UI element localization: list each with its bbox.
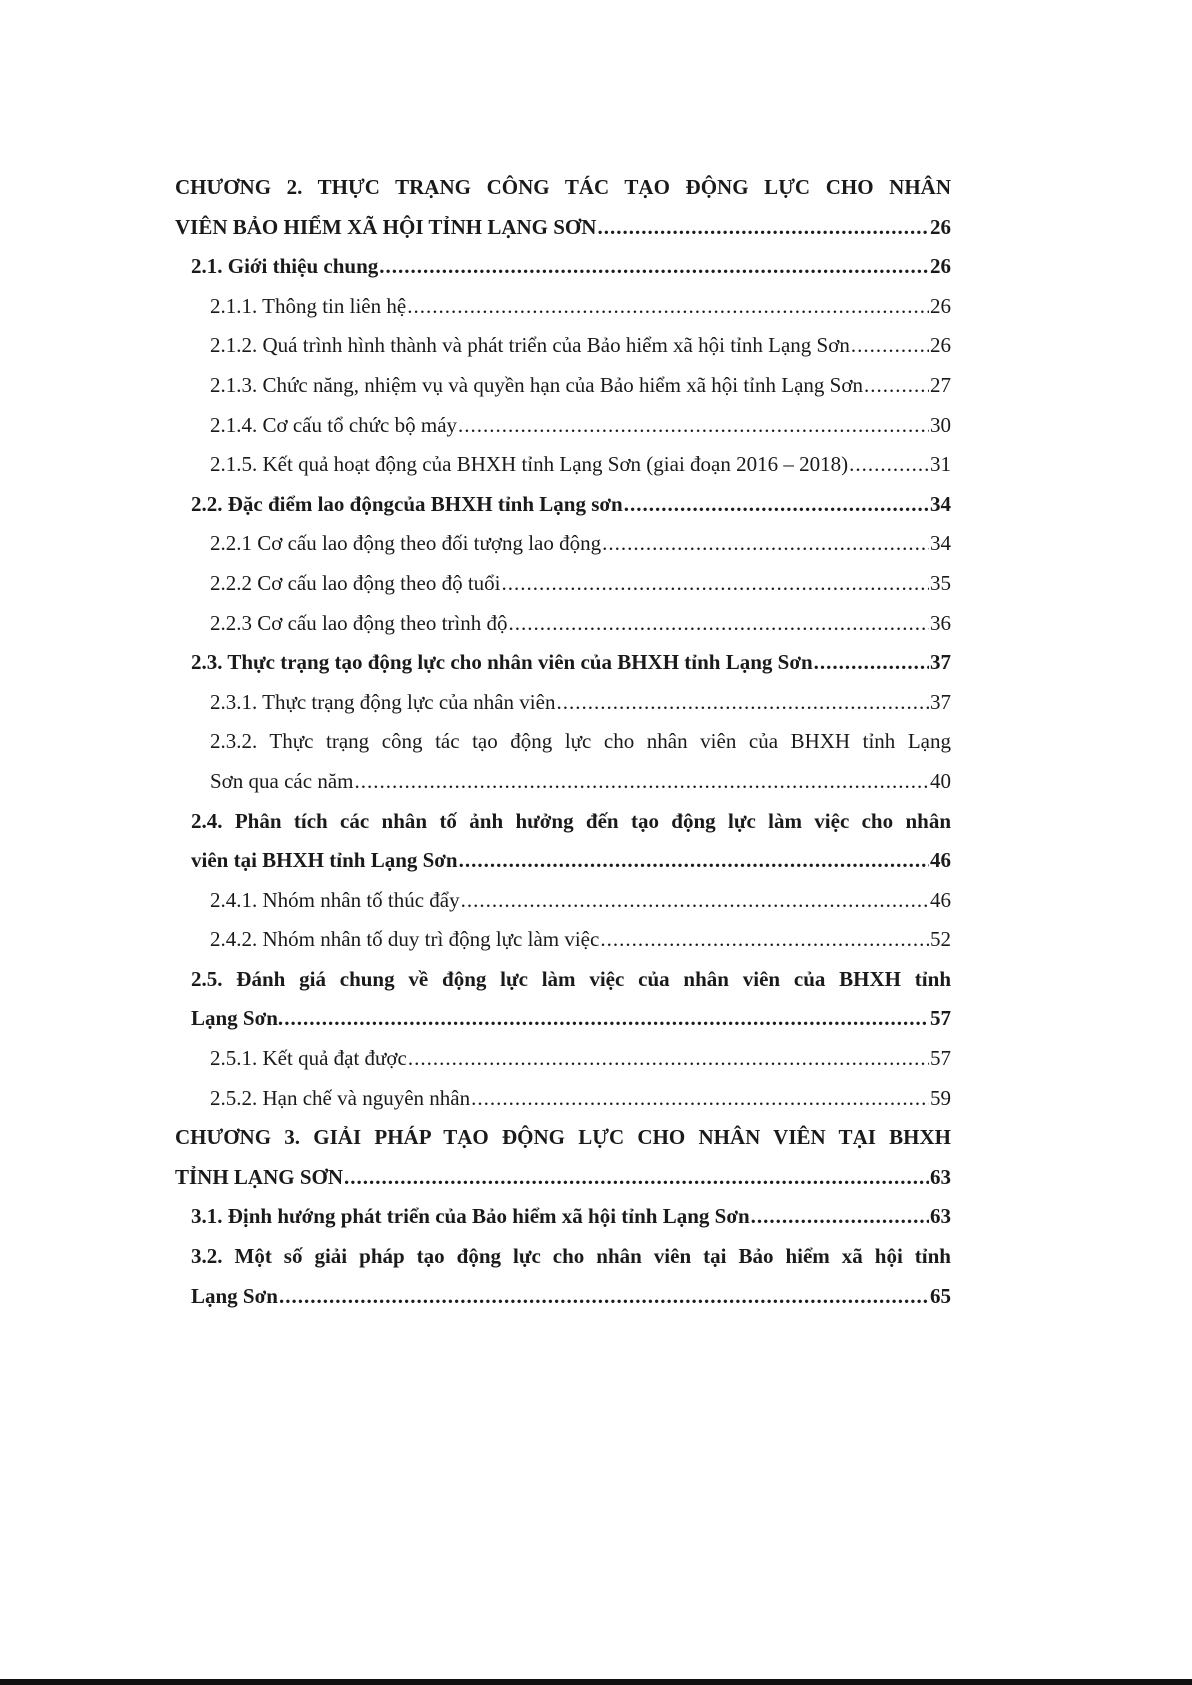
toc-entry-title: 2.2.3 Cơ cấu lao động theo trình độ: [210, 610, 508, 635]
toc-entry-line: [210, 683, 951, 723]
toc-entry-line: [210, 287, 951, 327]
toc-entry[interactable]: [175, 524, 951, 564]
toc-entry-title: Sơn qua các năm: [210, 768, 354, 793]
toc-entry-page-number: 52: [930, 927, 951, 952]
toc-entry-line: [175, 1158, 951, 1198]
toc-entry[interactable]: [175, 564, 951, 604]
toc-entry-line: [210, 881, 951, 921]
toc-entry[interactable]: [175, 326, 951, 366]
dot-leader: [864, 366, 929, 406]
toc-entry-title: 2.2.1 Cơ cấu lao động theo đối tượng lao động: [210, 531, 602, 556]
toc-entry-page-number: 34: [930, 491, 951, 516]
table-of-contents: [175, 168, 951, 1316]
toc-entry-page-number: 59: [930, 1085, 951, 1110]
toc-entry-page-number: 26: [930, 214, 951, 239]
toc-entry-page-number: 34: [930, 531, 951, 556]
toc-entry-line: [191, 485, 951, 525]
dot-leader: [849, 445, 929, 485]
toc-entry[interactable]: [175, 1039, 951, 1079]
toc-entry[interactable]: [175, 366, 951, 406]
toc-entry-page-number: 30: [930, 412, 951, 437]
toc-entry[interactable]: [175, 1079, 951, 1119]
toc-entry-page-number: 27: [930, 372, 951, 397]
dot-leader: [471, 1079, 929, 1119]
toc-entry-page-number: 26: [930, 333, 951, 358]
toc-entry[interactable]: [175, 920, 951, 960]
toc-entry[interactable]: [175, 1197, 951, 1237]
toc-entry-title: 2.3. Thực trạng tạo động lực cho nhân viên của BHXH tỉnh Lạng Sơn: [191, 650, 813, 675]
toc-entry-page-number: 31: [930, 452, 951, 477]
toc-entry-line: [210, 920, 951, 960]
toc-entry-line: [210, 524, 951, 564]
toc-entry-page-number: 37: [930, 689, 951, 714]
dot-leader: [354, 762, 929, 802]
toc-entry[interactable]: [175, 683, 951, 723]
dot-leader: [600, 920, 929, 960]
toc-entry-page-number: 57: [930, 1046, 951, 1071]
toc-entry[interactable]: [175, 881, 951, 921]
toc-entry[interactable]: [175, 247, 951, 287]
toc-entry-line: [210, 445, 951, 485]
dot-leader: [408, 1039, 929, 1079]
dot-leader: [556, 683, 929, 723]
dot-leader: [407, 287, 929, 327]
toc-entry-title-line1: 2.5. Đánh giá chung về động lực làm việc của nhân viên của BHXH tỉnh: [191, 966, 951, 991]
toc-entry-title: 2.2. Đặc điểm lao độngcủa BHXH tỉnh Lạng sơn: [191, 491, 623, 516]
toc-entry-title: VIÊN BẢO HIỂM XÃ HỘI TỈNH LẠNG SƠN: [175, 214, 597, 239]
toc-entry-page-number: 63: [930, 1164, 951, 1189]
toc-entry-line: [191, 1197, 951, 1237]
dot-leader: [508, 604, 929, 644]
dot-leader: [459, 841, 929, 881]
toc-entry-title: Lạng Sơn: [191, 1283, 278, 1308]
toc-entry-title: 2.4.2. Nhóm nhân tố duy trì động lực làm việc: [210, 927, 600, 952]
dot-leader: [624, 485, 929, 525]
toc-entry-page-number: 36: [930, 610, 951, 635]
dot-leader: [344, 1158, 929, 1198]
toc-entry-title: 2.5.2. Hạn chế và nguyên nhân: [210, 1085, 471, 1110]
toc-entry-page-number: 63: [930, 1204, 951, 1229]
toc-entry-page-number: 65: [930, 1283, 951, 1308]
dot-leader: [501, 564, 929, 604]
dot-leader: [751, 1197, 929, 1237]
toc-entry-line: [210, 762, 951, 802]
dot-leader: [279, 1277, 929, 1317]
toc-entry-title-line1: CHƯƠNG 3. GIẢI PHÁP TẠO ĐỘNG LỰC CHO NHÂN VIÊN TẠI BHXH: [175, 1125, 951, 1150]
toc-entry[interactable]: [175, 168, 951, 247]
toc-entry-line: [210, 604, 951, 644]
toc-entry-line: [191, 1277, 951, 1317]
toc-entry-title: 2.1.4. Cơ cấu tổ chức bộ máy: [210, 412, 458, 437]
toc-entry-line: [210, 366, 951, 406]
toc-entry-title: 2.3.1. Thực trạng động lực của nhân viên: [210, 689, 556, 714]
toc-entry-page-number: 35: [930, 570, 951, 595]
toc-entry-title: 2.5.1. Kết quả đạt được: [210, 1046, 407, 1071]
toc-entry-line: [191, 999, 951, 1039]
toc-entry-title-line1: 2.3.2. Thực trạng công tác tạo động lực cho nhân viên của BHXH tỉnh Lạng: [210, 729, 951, 754]
toc-entry-title: 2.1.1. Thông tin liên hệ: [210, 293, 407, 318]
dot-leader: [379, 247, 929, 287]
toc-entry-line: [210, 406, 951, 446]
toc-entry-title: 2.2.2 Cơ cấu lao động theo độ tuổi: [210, 570, 501, 595]
toc-entry-line: [175, 208, 951, 248]
dot-leader: [458, 406, 929, 446]
toc-entry-line: [191, 841, 951, 881]
toc-entry-page-number: 26: [930, 254, 951, 279]
toc-entry-page-number: 40: [930, 768, 951, 793]
toc-entry-title: TỈNH LẠNG SƠN: [175, 1164, 344, 1189]
toc-entry-page-number: 46: [930, 887, 951, 912]
toc-entry[interactable]: [175, 445, 951, 485]
toc-entry-title: 2.1.2. Quá trình hình thành và phát triển của Bảo hiểm xã hội tỉnh Lạng Sơn: [210, 333, 850, 358]
dot-leader: [461, 881, 929, 921]
toc-entry-line: [210, 564, 951, 604]
dot-leader: [602, 524, 929, 564]
toc-entry-title-line1: 3.2. Một số giải pháp tạo động lực cho nhân viên tại Bảo hiểm xã hội tỉnh: [191, 1244, 951, 1269]
toc-entry[interactable]: [175, 287, 951, 327]
toc-entry-title-line1: 2.4. Phân tích các nhân tố ảnh hưởng đến tạo động lực làm việc cho nhân: [191, 808, 951, 833]
toc-entry[interactable]: [175, 722, 951, 801]
toc-entry-title: 2.4.1. Nhóm nhân tố thúc đẩy: [210, 887, 460, 912]
bottom-border: [0, 1679, 1192, 1685]
toc-entry-line: [210, 1039, 951, 1079]
toc-entry-title: 2.1. Giới thiệu chung: [191, 254, 379, 279]
dot-leader: [597, 208, 929, 248]
toc-entry-title: viên tại BHXH tỉnh Lạng Sơn: [191, 848, 458, 873]
toc-entry[interactable]: [175, 604, 951, 644]
toc-entry-line: [191, 247, 951, 287]
toc-entry[interactable]: [175, 802, 951, 881]
toc-entry-title: 2.1.3. Chức năng, nhiệm vụ và quyền hạn của Bảo hiểm xã hội tỉnh Lạng Sơn: [210, 372, 863, 397]
toc-entry-page-number: 46: [930, 848, 951, 873]
toc-entry[interactable]: [175, 1118, 951, 1197]
dot-leader: [284, 999, 929, 1039]
toc-entry-line: [210, 1079, 951, 1119]
toc-entry[interactable]: [175, 406, 951, 446]
toc-entry-line: [210, 326, 951, 366]
toc-entry-page-number: 26: [930, 293, 951, 318]
toc-entry-title-line1: CHƯƠNG 2. THỰC TRẠNG CÔNG TÁC TẠO ĐỘNG LỰC CHO NHÂN: [175, 175, 951, 199]
toc-entry[interactable]: [175, 643, 951, 683]
dot-leader: [851, 326, 929, 366]
toc-entry[interactable]: [175, 485, 951, 525]
toc-entry-page-number: 57: [930, 1006, 951, 1031]
toc-entry[interactable]: [175, 960, 951, 1039]
toc-entry[interactable]: [175, 1237, 951, 1316]
dot-leader: [814, 643, 929, 683]
toc-entry-title: 3.1. Định hướng phát triển của Bảo hiểm xã hội tỉnh Lạng Sơn: [191, 1204, 750, 1229]
toc-entry-title: Lạng Sơn.: [191, 1006, 284, 1031]
toc-entry-title: 2.1.5. Kết quả hoạt động của BHXH tỉnh Lạng Sơn (giai đoạn 2016 – 2018): [210, 452, 849, 477]
toc-entry-line: [191, 643, 951, 683]
toc-entry-page-number: 37: [930, 650, 951, 675]
